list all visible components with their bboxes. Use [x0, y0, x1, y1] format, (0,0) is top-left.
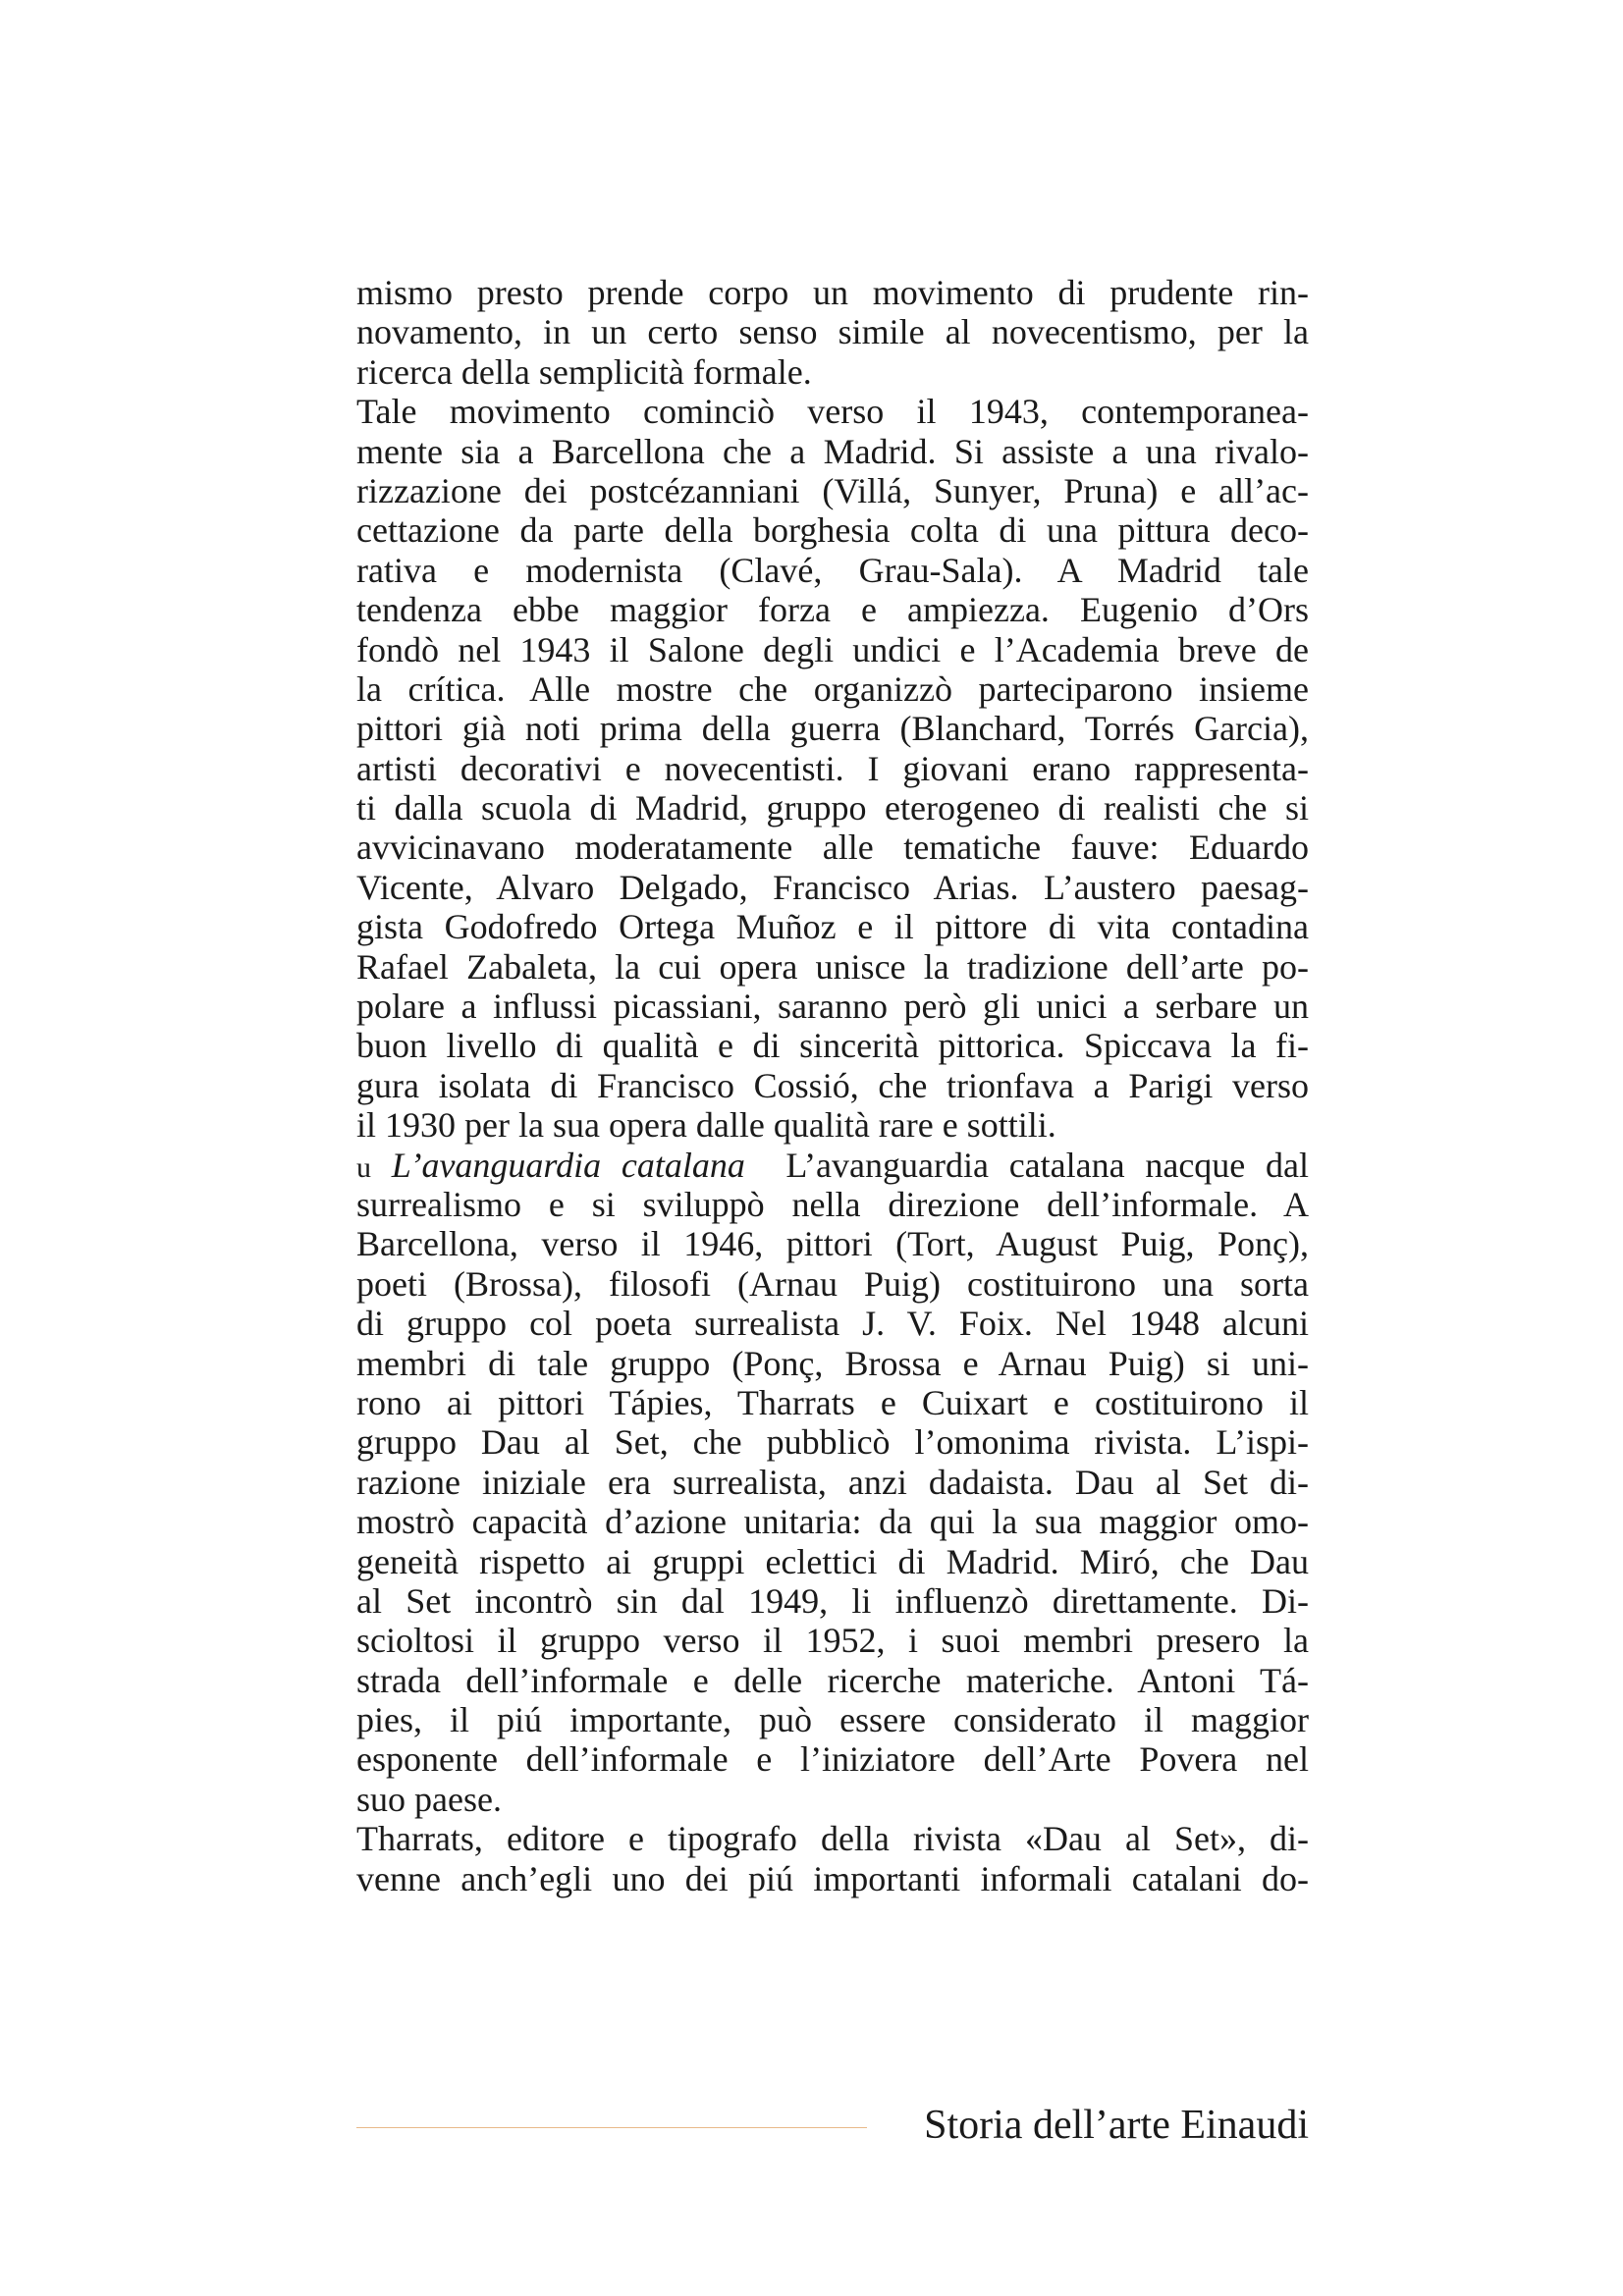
text-line: Tale movimento cominciò verso il 1943, contemporanea- [356, 392, 1309, 432]
text-line: di gruppo col poeta surrealista J. V. Foix. Nel 1948 alcuni [356, 1304, 1309, 1344]
text-line: poeti (Brossa), filosofi (Arnau Puig) costituirono una sorta [356, 1263, 1309, 1304]
text-line: ti dalla scuola di Madrid, gruppo eterogeneo di realisti che si [356, 788, 1309, 828]
text-line: avvicinavano moderatamente alle tematiche fauve: Eduardo [356, 828, 1309, 868]
text-line: fondò nel 1943 il Salone degli undici e l’Academia breve de [356, 629, 1309, 669]
text-line: mismo presto prende corpo un movimento di prudente rin- [356, 273, 1309, 312]
text-line: il 1930 per la sua opera dalle qualità rare e sottili. [356, 1105, 1056, 1146]
text-line: membri di tale gruppo (Ponç, Brossa e Arnau Puig) si uni- [356, 1343, 1309, 1383]
text-line: Tharrats, editore e tipografo della rivista «Dau al Set», di- [356, 1819, 1309, 1859]
text-line: mostrò capacità d’azione unitaria: da qui la sua maggior omo- [356, 1502, 1309, 1542]
page-footer [356, 2098, 1309, 2157]
section-bullet: u [356, 1150, 371, 1184]
text-line: rizzazione dei postcézanniani (Villá, Sunyer, Pruna) e all’ac- [356, 470, 1309, 510]
text-line: novamento, in un certo senso simile al novecentismo, per la [356, 312, 1309, 352]
text-line: geneità rispetto ai gruppi eclettici di Madrid. Miró, che Dau [356, 1541, 1309, 1581]
text-line: Barcellona, verso il 1946, pittori (Tort, August Puig, Ponç), [356, 1224, 1309, 1264]
line-text: L’avanguardia catalana nacque dal [785, 1145, 1310, 1185]
text-line: Vicente, Alvaro Delgado, Francisco Arias. L’austero paesag- [356, 867, 1309, 907]
text-line: razione iniziale era surrealista, anzi dadaista. Dau al Set di- [356, 1462, 1309, 1502]
footer-rule [356, 2127, 867, 2128]
text-line: gura isolata di Francisco Cossió, che trionfava a Parigi verso [356, 1065, 1309, 1105]
text-line: cettazione da parte della borghesia colta di una pittura deco- [356, 510, 1309, 551]
text-line: Rafael Zabaleta, la cui opera unisce la tradizione dell’arte po- [356, 946, 1309, 987]
text-line: surrealismo e si sviluppò nella direzione dell’informale. A [356, 1184, 1309, 1224]
footer-title: Storia dell’arte Einaudi [924, 2103, 1309, 2148]
text-line: strada dell’informale e delle ricerche materiche. Antoni Tá- [356, 1660, 1309, 1700]
text-line: suo paese. [356, 1779, 502, 1819]
text-line: buon livello di qualità e di sincerità pittorica. Spiccava la fi- [356, 1026, 1309, 1066]
text-line: gista Godofredo Ortega Muñoz e il pittore di vita contadina [356, 907, 1309, 947]
text-line: pies, il piú importante, può essere considerato il maggior [356, 1700, 1309, 1740]
text-line [356, 1146, 1309, 1185]
text-line: venne anch’egli uno dei piú importanti informali catalani do- [356, 1858, 1309, 1898]
text-line: rono ai pittori Tápies, Tharrats e Cuixart e costituirono il [356, 1382, 1309, 1422]
text-line: scioltosi il gruppo verso il 1952, i suoi membri presero la [356, 1621, 1309, 1661]
text-line: pittori già noti prima della guerra (Blanchard, Torrés Garcia), [356, 709, 1309, 749]
text-line: tendenza ebbe maggior forza e ampiezza. Eugenio d’Ors [356, 590, 1309, 630]
text-line: ricerca della semplicità formale. [356, 351, 812, 392]
text-line: rativa e modernista (Clavé, Grau-Sala). A Madrid tale [356, 550, 1309, 590]
section-heading: L’avanguardia catalana [391, 1145, 745, 1185]
text-line: gruppo Dau al Set, che pubblicò l’omonima rivista. L’ispi- [356, 1422, 1309, 1463]
text-line: mente sia a Barcellona che a Madrid. Si assiste a una rivalo- [356, 431, 1309, 471]
text-line: la crítica. Alle mostre che organizzò parteciparono insieme [356, 668, 1309, 709]
text-line: esponente dell’informale e l’iniziatore dell’Arte Povera nel [356, 1739, 1309, 1780]
text-line: al Set incontrò sin dal 1949, li influenzò direttamente. Di- [356, 1580, 1309, 1621]
text-line: artisti decorativi e novecentisti. I giovani erano rappresenta- [356, 748, 1309, 788]
body-text [356, 273, 1309, 1898]
text-line: polare a influssi picassiani, saranno però gli unici a serbare un [356, 987, 1309, 1027]
